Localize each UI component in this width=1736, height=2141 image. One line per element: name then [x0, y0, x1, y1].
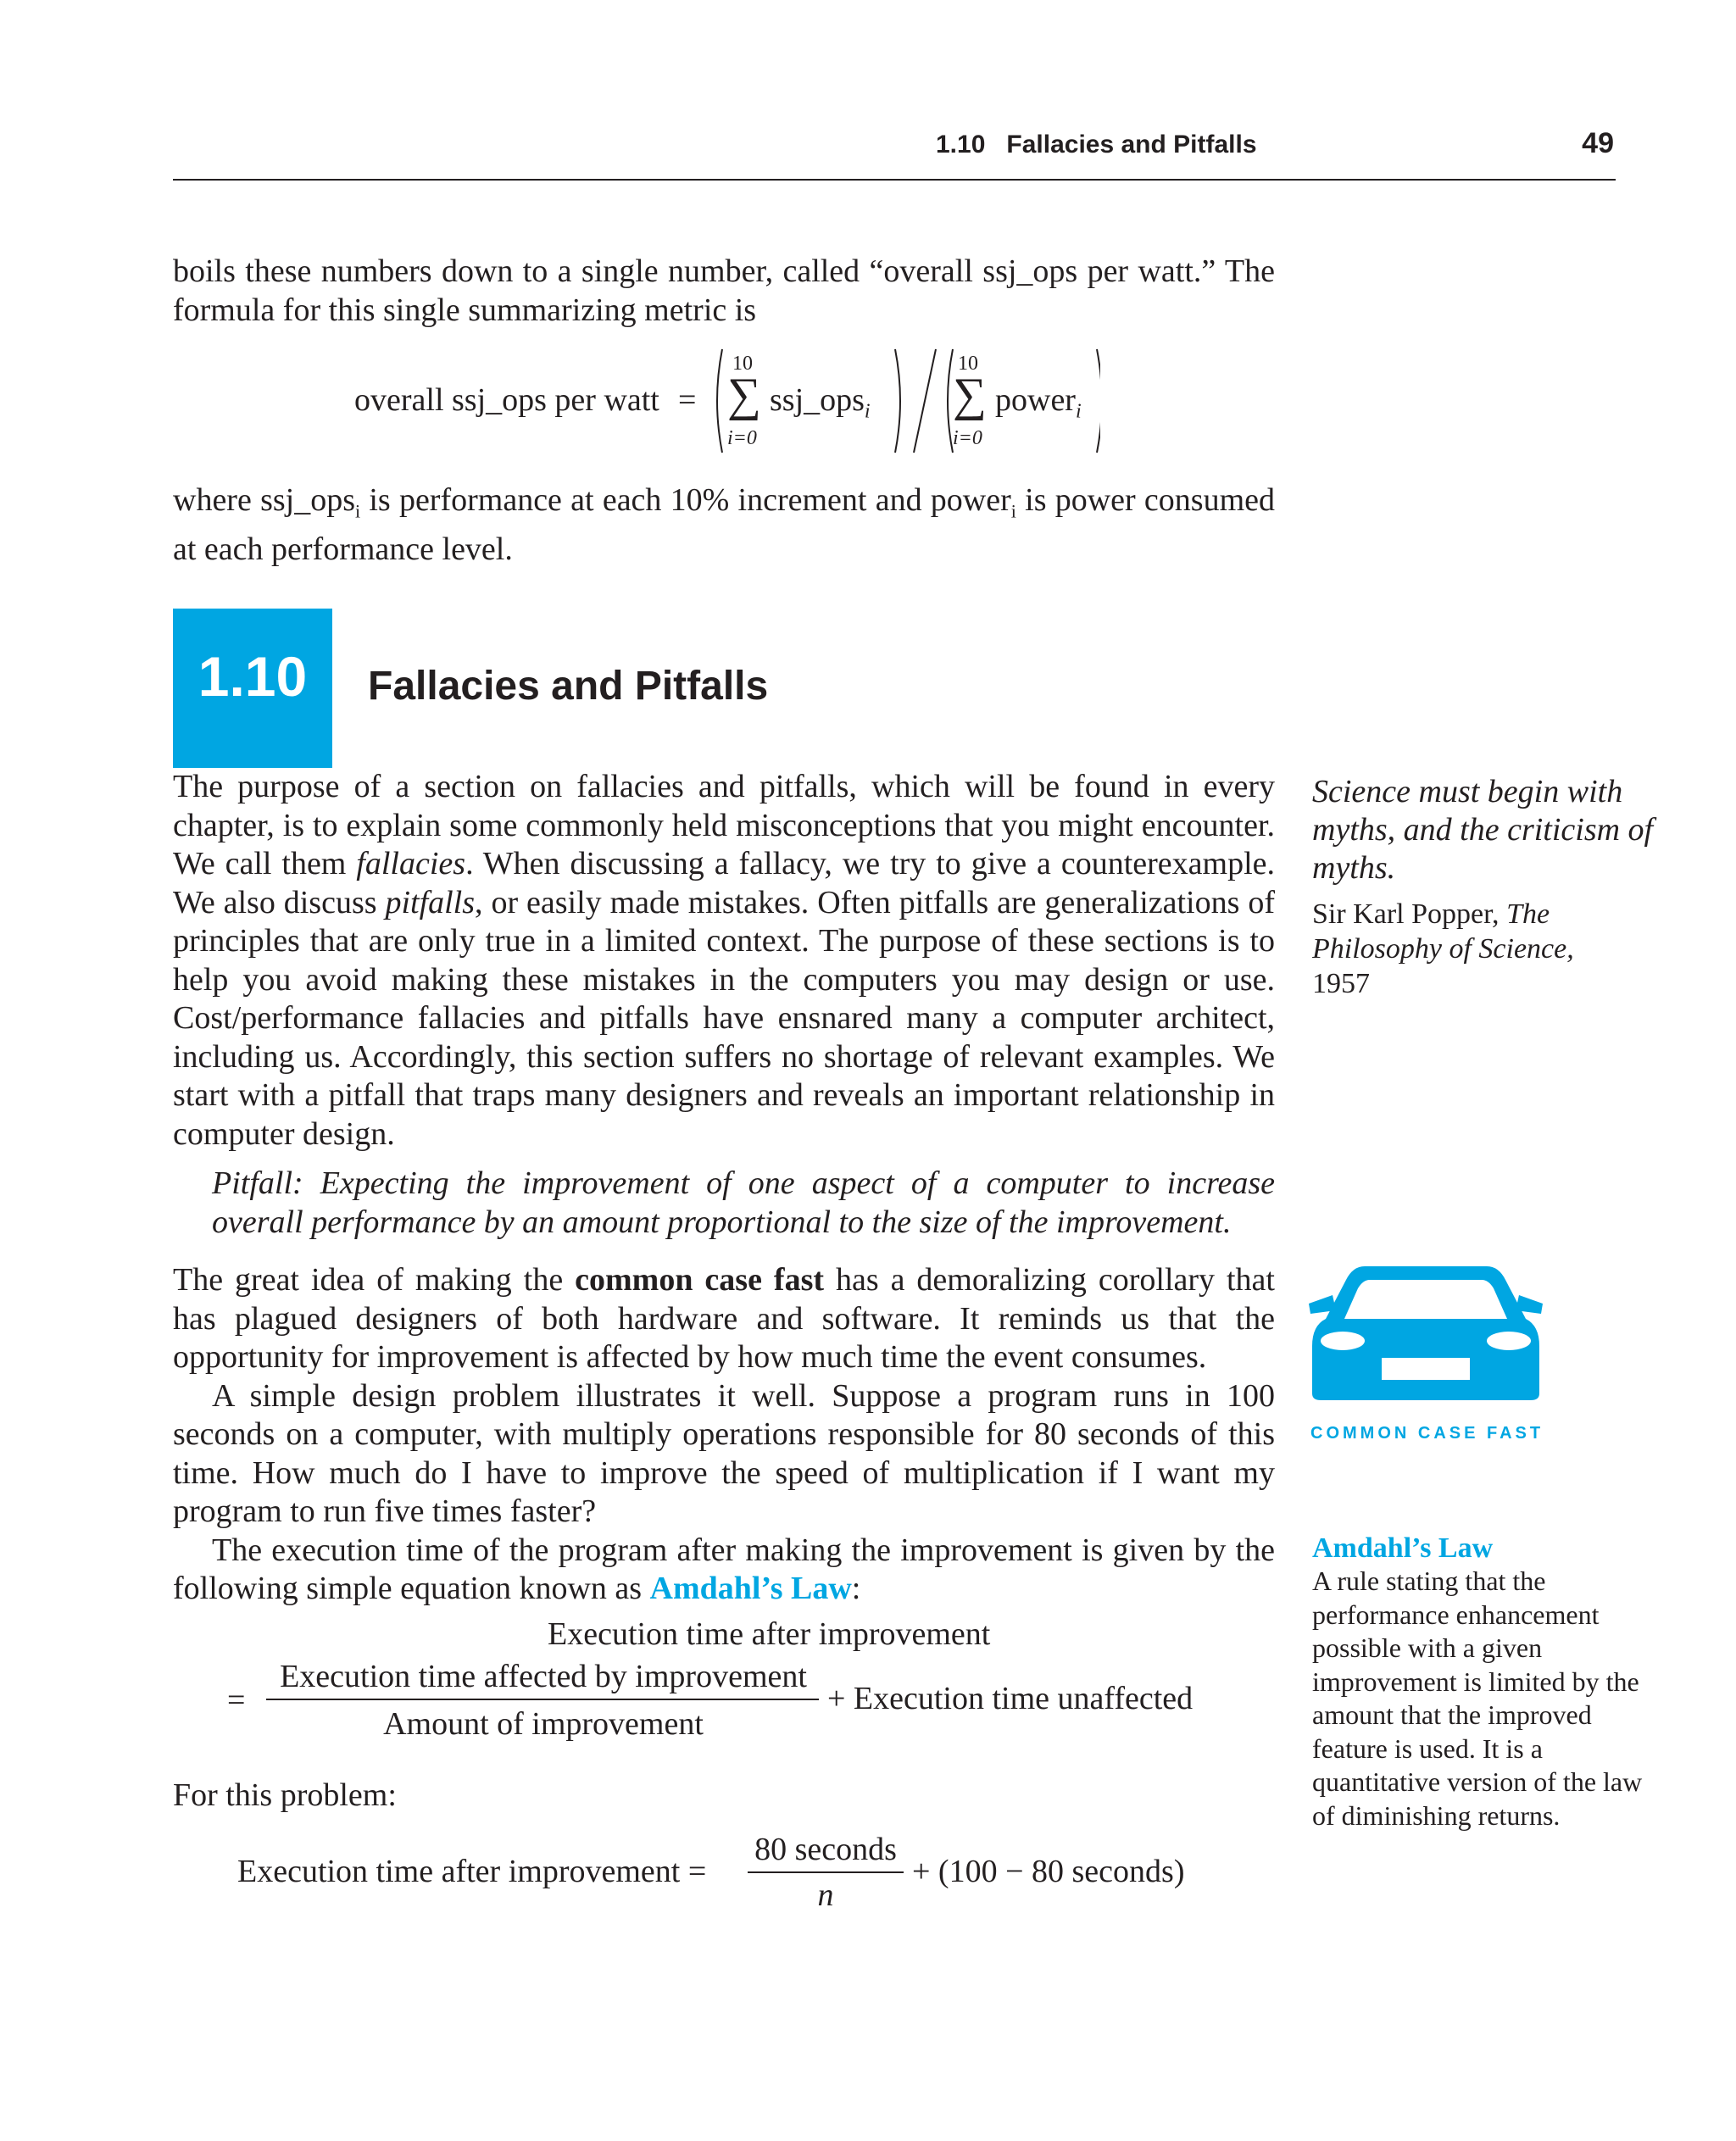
problem-eq-fraction-bar	[748, 1871, 904, 1873]
amdahl-eq-top: Execution time after improvement	[548, 1616, 991, 1652]
section-number: 1.10	[198, 645, 308, 708]
intro-paragraph: boils these numbers down to a single number, called “overall ssj_ops per watt.” The formula for this single summarizing metric is	[173, 253, 1275, 328]
execution-paragraph: The execution time of the program after making the improvement is given by the following simple equation known as Amdahl’s Law:	[173, 1532, 1275, 1606]
great-idea-paragraph: The great idea of making the common case fast has a demoralizing corollary that has plagued designers of both hardware and software. It reminds us that the opportunity for improvement is affected by how much time the event consumes.	[173, 1262, 1275, 1375]
amdahl-eq-equals: =	[227, 1682, 246, 1718]
sigma-icon-1: ∑	[727, 369, 761, 421]
problem-eq-rest: + (100 − 80 seconds)	[912, 1854, 1185, 1889]
amdahl-eq-denominator: Amount of improvement	[383, 1706, 704, 1742]
problem-eq-lhs: Execution time after improvement =	[237, 1854, 707, 1889]
formula-term1: ssj_ops$_i$	[770, 382, 871, 423]
where-paragraph: where ssj_ops$_i$ is performance at each 10% increment and power$_i$ is power consumed at each performance level.	[173, 482, 1276, 568]
section-title: Fallacies and Pitfalls	[368, 664, 769, 709]
glossary-term: Amdahl’s Law	[1312, 1532, 1494, 1564]
pitfall-statement: Pitfall: Expecting the improvement of one aspect of a computer to increase overall performance by an amount proportional to the size of the improvement.	[212, 1165, 1275, 1240]
running-head	[0, 127, 1736, 168]
amdahl-eq-rest: + Execution time unaffected	[827, 1681, 1194, 1716]
problem-eq-denominator: n	[817, 1877, 834, 1913]
for-problem-label: For this problem:	[173, 1777, 397, 1813]
sigma-icon-2: ∑	[953, 369, 987, 421]
ssj-ops-formula	[354, 346, 1117, 456]
formula-equals: =	[678, 382, 697, 418]
sum-lower-2: i=0	[953, 427, 982, 449]
sum-upper-1: 10	[732, 353, 753, 375]
formula-lhs: overall ssj_ops per watt	[354, 382, 659, 418]
amdahl-eq-numerator: Execution time affected by improvement	[280, 1659, 807, 1694]
car-icon	[1309, 1258, 1543, 1402]
problem-eq-numerator: 80 seconds	[754, 1832, 897, 1867]
header-rule	[173, 179, 1616, 181]
margin-quote: Science must begin with myths, and the criticism of myths.	[1312, 774, 1654, 886]
glossary-definition: A rule stating that the performance enhancement possible with a given improvement is limited by the amount that the improved feature is used. It is a quantitative version of the law of diminishing returns.	[1312, 1565, 1643, 1831]
sum-upper-2: 10	[958, 353, 978, 375]
page-number: 49	[1582, 127, 1614, 159]
quote-attribution: Sir Karl Popper, The Philosophy of Science, 1957	[1312, 898, 1574, 999]
car-icon-label: COMMON CASE FAST	[1310, 1424, 1544, 1443]
amdahl-eq-fraction-bar	[266, 1699, 819, 1700]
running-head-title: 1.10 Fallacies and Pitfalls	[936, 131, 1257, 158]
design-paragraph: A simple design problem illustrates it well. Suppose a program runs in 100 seconds on a computer, with multiply operations responsible for 80 seconds of this time. How much do I have to improve the speed of multiplication if I want my program to run five times faster?	[173, 1377, 1275, 1529]
formula-term2: power$_i$	[995, 382, 1082, 423]
body-paragraphs	[173, 1261, 1275, 1609]
sum-lower-1: i=0	[727, 427, 757, 449]
main-paragraph: The purpose of a section on fallacies and pitfalls, which will be found in every chapter, is to explain some commonly held misconceptions that you might encounter. We call them fallacies. When discussing a fallacy, we try to give a counterexample. We also discuss pitfalls, or easily made mistakes. Often pitfalls are generalizations of principles that are only true in a limited context. The purpose of these sections is to help you avoid making these mistakes in the computers you may design or use. Cost/performance fallacies and pitfalls have ensnared many a computer architect, including us. Accordingly, this section suffers no shortage of relevant examples. We start with a pitfall that traps many designers and reveals an important relationship in computer design.	[173, 769, 1275, 1152]
